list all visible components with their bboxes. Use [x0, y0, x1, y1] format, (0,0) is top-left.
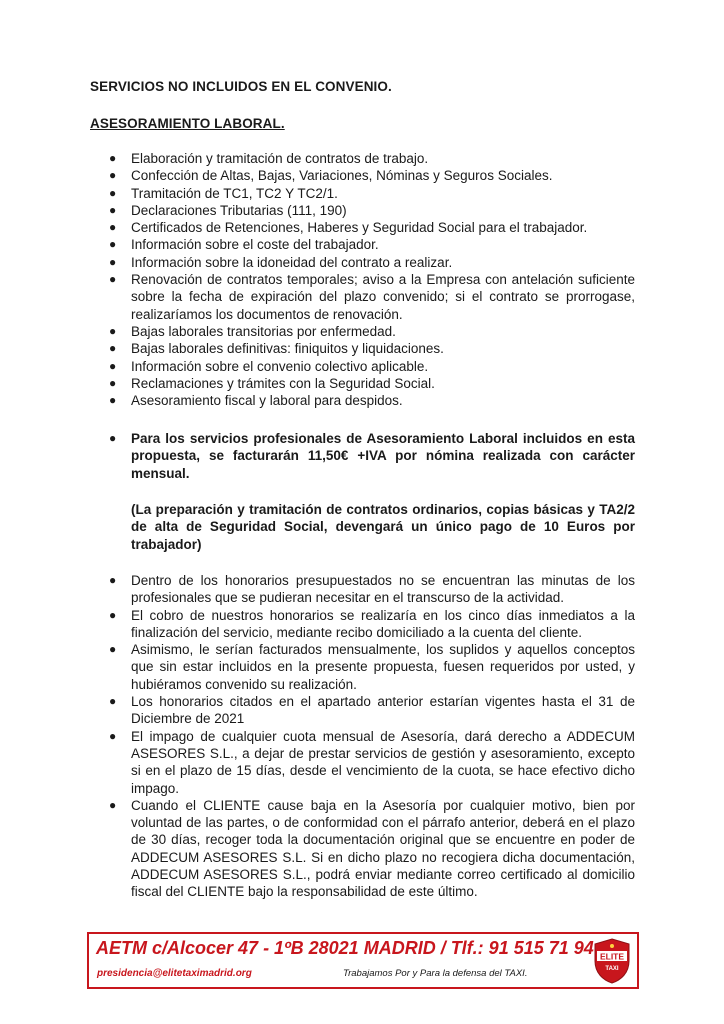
services-list — [90, 150, 635, 409]
list-item — [90, 219, 635, 236]
list-item — [90, 185, 635, 202]
list-item-text: Asimismo, le serían facturados mensualmente, los suplidos y aquellos conceptos que sin estar incluidos en la presente propuesta, fuesen requeridos por usted, y hubiéramos convenido su realización. — [131, 642, 635, 692]
list-item — [90, 375, 635, 392]
list-item-text: Tramitación de TC1, TC2 Y TC2/1. — [131, 185, 338, 201]
bullet-icon: ● — [109, 375, 117, 390]
list-item — [90, 693, 635, 728]
list-item — [90, 254, 635, 271]
list-item-text: Confección de Altas, Bajas, Variaciones, Nóminas y Seguros Sociales. — [131, 168, 553, 184]
logo-text: ELITE — [599, 951, 625, 962]
bullet-icon: ● — [109, 393, 117, 408]
footer-email: presidencia@elitetaximadrid.org — [97, 968, 252, 979]
list-item — [90, 236, 635, 253]
logo-subtext: TAXI — [605, 966, 619, 972]
list-item-text: Información sobre el coste del trabajador. — [131, 237, 379, 253]
bullet-icon: ● — [109, 254, 117, 269]
list-item — [90, 323, 635, 340]
list-item-text: Renovación de contratos temporales; aviso a la Empresa con antelación suficiente sobre la fecha de expiración del plazo convenido; si el contrato se prorrogase, realizaríamos los documentos de renovación. — [131, 272, 635, 322]
bullet-icon: ● — [109, 642, 117, 657]
list-item — [90, 358, 635, 375]
bullet-icon: ● — [109, 358, 117, 373]
list-item — [90, 607, 635, 642]
conditions-list — [90, 572, 635, 901]
elite-taxi-shield-logo-icon — [592, 937, 632, 985]
bullet-icon: ● — [109, 341, 117, 356]
list-item-text: Información sobre el convenio colectivo aplicable. — [131, 358, 429, 374]
page-footer — [87, 932, 639, 989]
list-item-text: El cobro de nuestros honorarios se realizaría en los cinco días inmediatos a la finalización del servicio, mediante recibo domiciliado a la cuenta del cliente. — [131, 607, 635, 640]
subsection-heading: ASESORAMIENTO LABORAL. — [90, 116, 285, 131]
list-item-text: Información sobre la idoneidad del contrato a realizar. — [131, 254, 453, 270]
list-item — [90, 271, 635, 323]
list-item-text: Reclamaciones y trámites con la Seguridad Social. — [131, 375, 435, 391]
bullet-icon: ● — [109, 202, 117, 217]
list-item — [90, 167, 635, 184]
list-item — [90, 392, 635, 409]
bullet-icon: ● — [109, 797, 117, 812]
list-item-text: Dentro de los honorarios presupuestados no se encuentran las minutas de los profesionales que se pudieran necesitar en el transcurso de la actividad. — [131, 573, 635, 606]
section-heading: SERVICIOS NO INCLUIDOS EN EL CONVENIO. — [90, 79, 392, 94]
bullet-icon: ● — [109, 728, 117, 743]
list-item — [90, 340, 635, 357]
list-item-text: Bajas laborales transitorias por enfermedad. — [131, 323, 396, 339]
list-item — [90, 202, 635, 219]
bullet-icon: ● — [109, 272, 117, 287]
bullet-icon: ● — [109, 237, 117, 252]
bullet-icon: ● — [109, 168, 117, 183]
list-item-text: Declaraciones Tributarias (111, 190) — [131, 202, 347, 218]
bullet-icon: ● — [109, 185, 117, 200]
list-item-text: Asesoramiento fiscal y laboral para despidos. — [131, 393, 403, 409]
list-item-text: Elaboración y tramitación de contratos de trabajo. — [131, 151, 429, 166]
bullet-icon: ● — [109, 573, 117, 587]
list-item — [90, 728, 635, 797]
list-item — [90, 150, 635, 167]
list-item-text: Cuando el CLIENTE cause baja en la Asesoría por cualquier motivo, bien por voluntad de las partes, o de conformidad con el párrafo anterior, deberá en el plazo de 30 días, recoger toda la documentación original que se encuentre en poder de ADDECUM ASESORES S.L. Si en dicho plazo no recogiera dicha documentación, ADDECUM ASESORES S.L., podrá enviar mediante correo certificado al domicilio fiscal del CLIENTE bajo la responsabilidad de este último. — [131, 797, 635, 900]
bullet-icon: ● — [109, 323, 117, 338]
bullet-icon: ● — [109, 607, 117, 622]
list-item — [90, 797, 635, 901]
pricing-text: Para los servicios profesionales de Asesoramiento Laboral incluidos en esta propuesta, se facturarán 11,50€ +IVA por nómina realizada con carácter mensual. — [131, 431, 635, 481]
bullet-icon: ● — [109, 431, 117, 445]
bullet-icon: ● — [109, 220, 117, 235]
list-item-text: El impago de cualquier cuota mensual de Asesoría, dará derecho a ADDECUM ASESORES S.L., a dejar de prestar servicios de gestión y asesoramiento, excepto si en el plazo de 15 días, desde el vencimiento de la cuota, se hace efectivo dicho impago. — [131, 728, 635, 796]
list-item-text: Certificados de Retenciones, Haberes y Seguridad Social para el trabajador. — [131, 220, 588, 236]
list-item — [90, 572, 635, 607]
list-item-text: Bajas laborales definitivas: finiquitos y liquidaciones. — [131, 341, 444, 357]
pricing-paragraph — [109, 430, 635, 482]
footer-slogan: Trabajamos Por y Para la defensa del TAXI. — [343, 968, 528, 979]
bullet-icon: ● — [109, 694, 117, 709]
pricing-note: (La preparación y tramitación de contratos ordinarios, copias básicas y TA2/2 de alta de Seguridad Social, devengará un único pago de 10 Euros por trabajador) — [131, 502, 635, 552]
bullet-icon: ● — [109, 151, 117, 165]
footer-address: AETM c/Alcocer 47 - 1ºB 28021 MADRID / Tlf.: 91 515 71 94 — [96, 938, 594, 958]
list-item — [90, 641, 635, 693]
list-item-text: Los honorarios citados en el apartado anterior estarían vigentes hasta el 31 de Diciembre de 2021 — [131, 694, 635, 727]
